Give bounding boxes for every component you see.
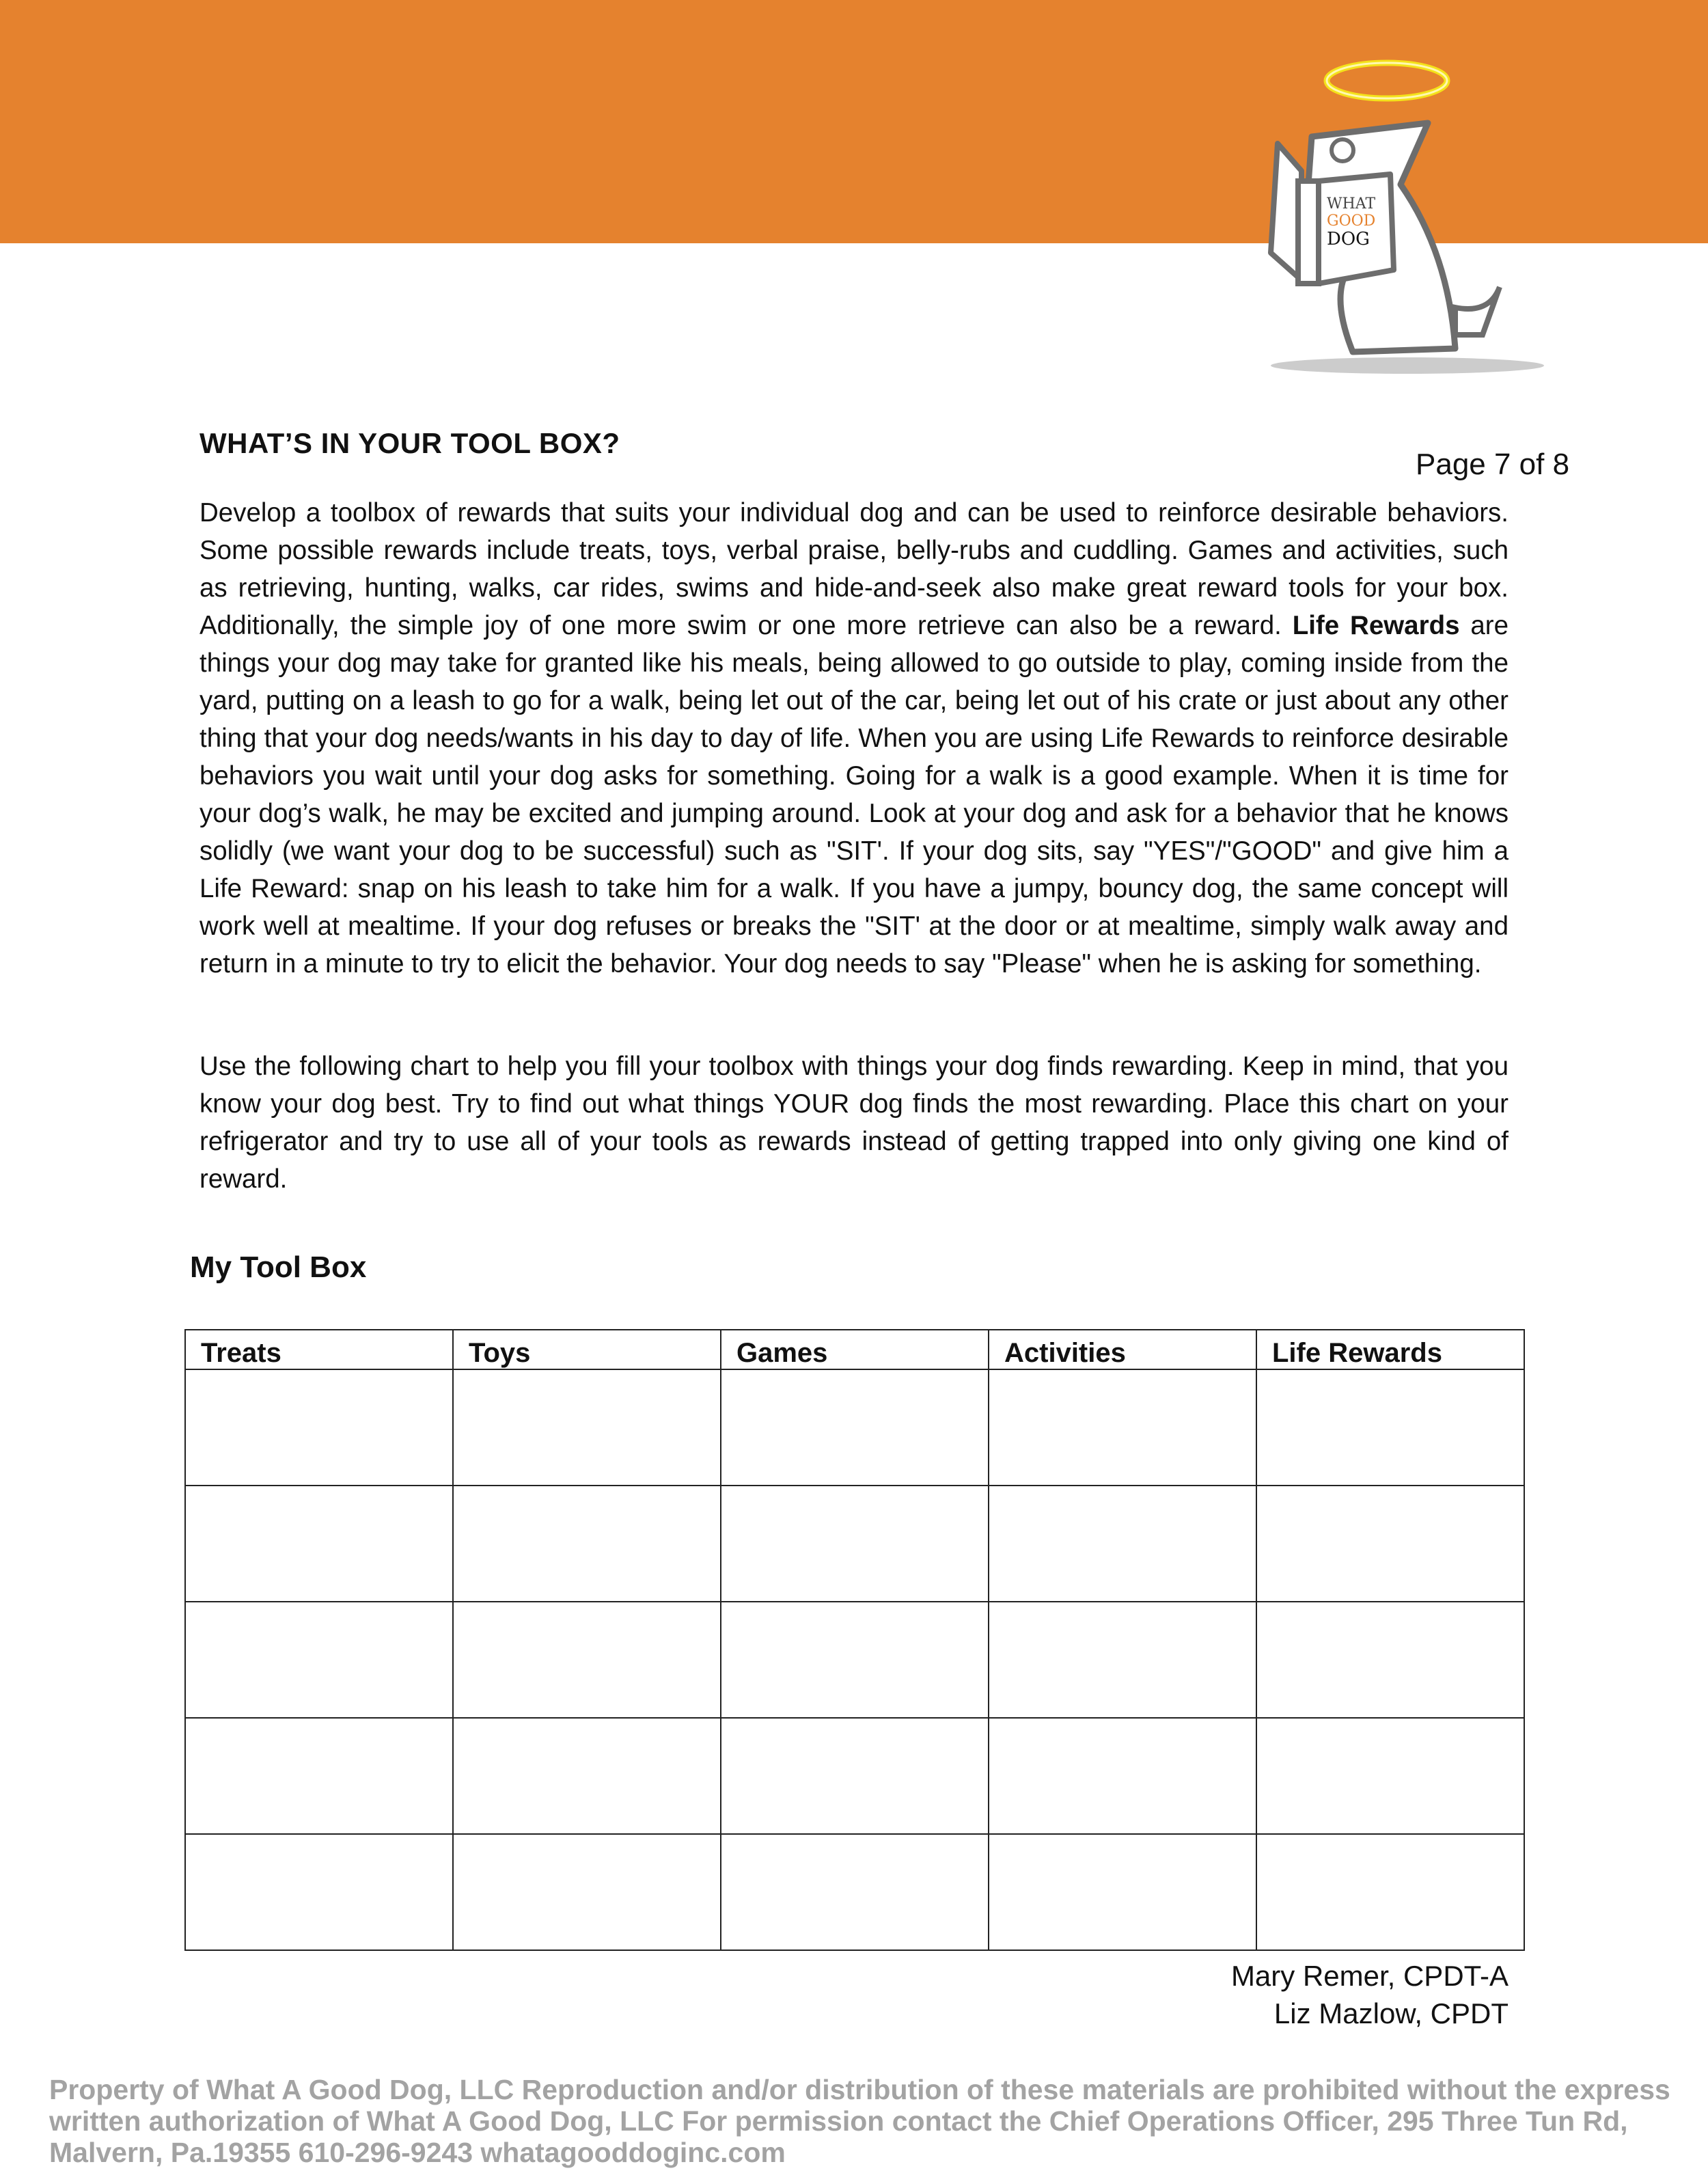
table-cell [721,1718,989,1834]
column-header-games: Games [721,1330,989,1369]
intro-text: Develop a toolbox of rewards that suits your individual dog and can be used to reinforce desirable behaviors. Some possible rewards include treats, toys, verbal praise, belly-rubs and cuddling. Games and activities, such as retrieving, hunting, walks, car rides, swims and hide-and-seek also make great reward tools for your box. Additionally, the simple joy of one more swim or one more retrieve can also be a reward. [199,498,1509,640]
table-row [185,1602,1524,1718]
table-cell [1256,1834,1524,1950]
life-rewards-term: Life Rewards [1292,611,1460,640]
table-cell [989,1718,1256,1834]
logo-word-what: WHAT [1327,195,1376,213]
signature-liz-mazlow: Liz Mazlow, CPDT [1273,1997,1509,2029]
table-cell [185,1602,453,1718]
table-cell [453,1602,721,1718]
chart-instructions: Use the following chart to help you fill your toolbox with things your dog finds rewarding. Keep in mind, that you know your dog best. Try to find out what things YOUR dog finds the most rewarding. Place this chart on your refrigerator and try to use all of your tools as rewards instead of getting trapped into only giving one kind of reward. [199,1052,1509,1194]
table-cell [1256,1718,1524,1834]
page-number: Page 7 of 8 [1416,448,1570,481]
column-header-treats: Treats [185,1330,453,1369]
logo-word-dog: DOG [1327,229,1370,249]
table-row [185,1486,1524,1602]
table-cell [185,1369,453,1486]
table-cell [453,1718,721,1834]
table-cell [1256,1602,1524,1718]
page-title: WHAT’S IN YOUR TOOL BOX? [199,427,620,459]
what-a-good-dog-logo [1230,27,1571,417]
table-cell [1256,1369,1524,1486]
table-cell [721,1602,989,1718]
table-cell [989,1369,1256,1486]
table-cell [453,1369,721,1486]
table-cell [185,1718,453,1834]
table-row [185,1718,1524,1834]
table-cell [453,1486,721,1602]
table-cell [989,1602,1256,1718]
table-cell [989,1486,1256,1602]
column-header-life-rewards: Life Rewards [1256,1330,1524,1369]
table-cell [989,1834,1256,1950]
table-row [185,1369,1524,1486]
toolbox-title: My Tool Box [190,1250,367,1284]
intro-text-cont: are things your dog may take for granted like his meals, being allowed to go outside to play, coming inside from the yard, putting on a leash to go for a walk, being let out of the car, being let out of his crate or just about any other thing that your dog needs/wants in his day to day of life. When you are using Life Rewards to reinforce desirable behaviors you wait until your dog asks for something. Going for a walk is a good example. When it is time for your dog’s walk, he may be excited and jumping around. Look at your dog and ask for a behavior that he knows solidly (we want your dog to be successful) such as "SIT'. If your dog sits, say "YES"/"GOOD" and give him a Life Reward: snap on his leash to take him for a walk. If you have a jumpy, bouncy dog, the same concept will work well at mealtime. If your dog refuses or breaks the "SIT' at the door or at mealtime, simply walk away and return in a minute to try to elicit the behavior. Your dog needs to say "Please" when he is asking for something. [199,611,1509,979]
copyright-footer: Property of What A Good Dog, LLC Reproduction and/or distribution of these materials are prohibited without the express written authorization of What A Good Dog, LLC For permission contact the Chief Operations Officer, 295 Three Tun Rd, Malvern, Pa.19355 610-296-9243 whatagooddoginc.com [49,2074,1670,2168]
table-cell [185,1486,453,1602]
table-cell [721,1369,989,1486]
column-header-toys: Toys [453,1330,721,1369]
table-cell [185,1834,453,1950]
intro-paragraph [199,494,1509,983]
toolbox-table [184,1329,1525,1951]
signature-mary-remer: Mary Remer, CPDT-A [1230,1960,1509,1992]
column-header-activities: Activities [989,1330,1256,1369]
table-cell [453,1834,721,1950]
table-cell [721,1486,989,1602]
table-cell [721,1834,989,1950]
table-header-row [185,1330,1524,1369]
logo-word-good: GOOD [1327,213,1376,230]
table-cell [1256,1486,1524,1602]
table-row [185,1834,1524,1950]
